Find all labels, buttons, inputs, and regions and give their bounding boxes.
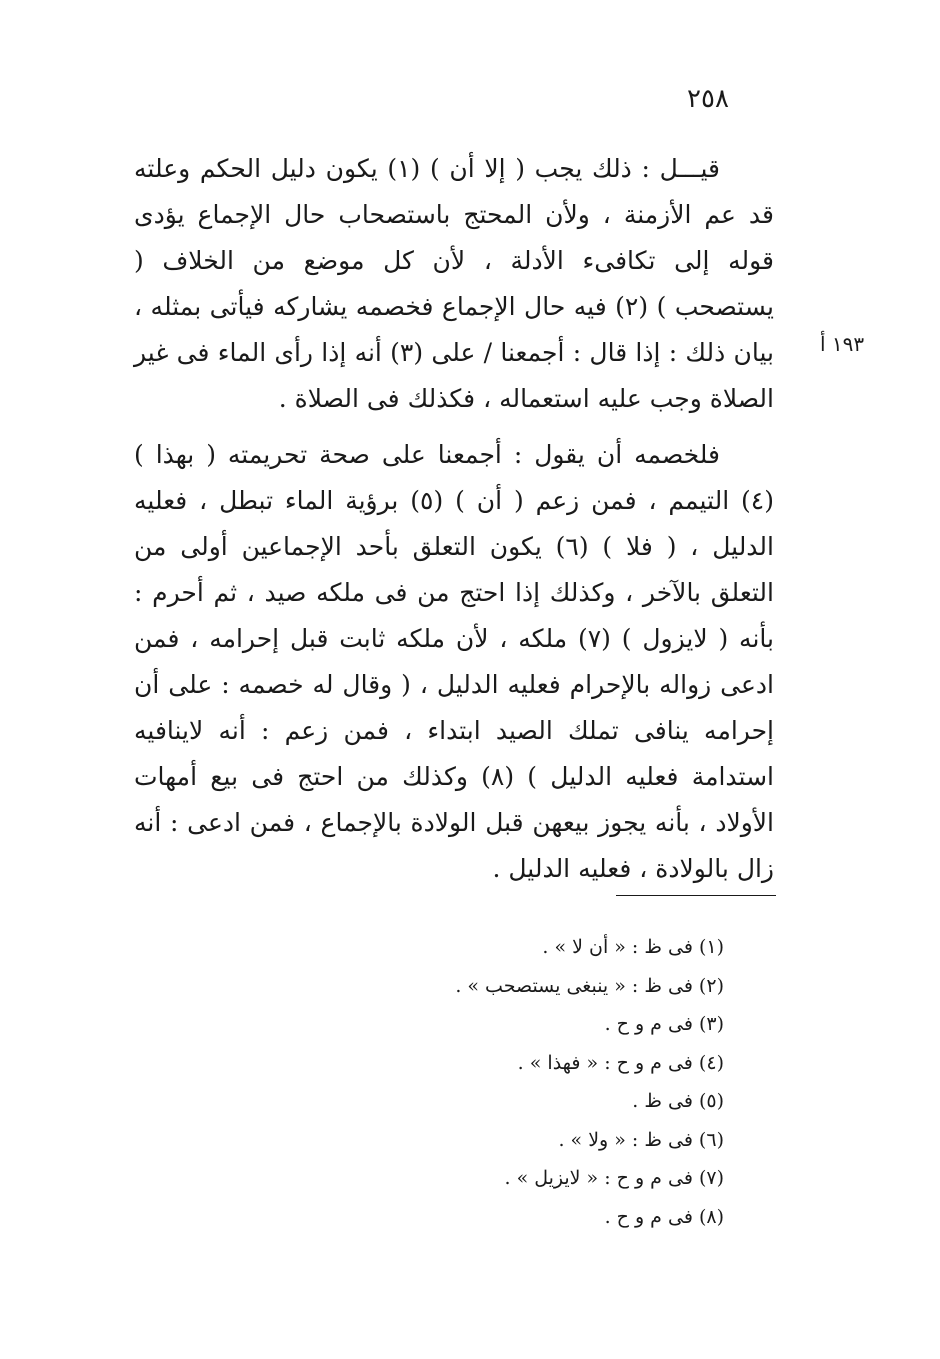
footnote: (٤) فى م و ح : « فهذا » .	[517, 1051, 724, 1074]
paragraph: فلخصمه أن يقول : أجمعنا على صحة تحريمته ( بهذا ) (٤) التيمم ، فمن زعم ( أن ) (٥) برؤية الماء تبطل ، فعليه الدليل ، ( فلا ) (٦) يكون التعلق بأحد الإجماعين أولى من التعلق بالآخر ، وكذلك إذا احتج من فى ملكه صيد ، ثم أحرم : بأنه ( لايزول ) (٧) ملكه ، لأن ملكه ثابت قبل إحرامه ، فمن ادعى زواله بالإحرام فعليه الدليل ، ( وقال له خصمه : على أن إحرامه ينافى تملك الصيد ابتداء ، فمن زعم : أنه لاينافيه استدامة فعليه الدليل ) (٨) وكذلك من احتج فى بيع أمهات الأولاد ، بأنه يجوز بيعهن قبل الولادة بالإجماع ، فمن ادعى : أنه زال بالولادة ، فعليه الدليل .	[134, 440, 774, 883]
footnote: (٢) فى ظ : « ينبغى يستصحب » .	[455, 974, 724, 997]
footnote: (٦) فى ظ : « ولا » .	[558, 1128, 724, 1151]
footnote: (٧) فى م و ح : « لايزيل » .	[504, 1167, 724, 1189]
footnote-divider	[616, 895, 776, 896]
main-text	[134, 146, 774, 892]
footnote: (٣) فى م و ح .	[604, 1013, 724, 1035]
footnote: (٥) فى ظ .	[632, 1090, 724, 1112]
margin-folio-note: ١٩٣ أ	[820, 332, 865, 356]
page-number: ٢٥٨	[687, 84, 729, 114]
footnote: (٨) فى م و ح .	[604, 1205, 724, 1228]
footnote: (١) فى ظ : « أن لا » .	[542, 936, 724, 958]
paragraph: قيـــل : ذلك يجب ( إلا أن ) (١) يكون دليل الحكم وعلته قد عم الأزمنة ، ولأن المحتج باستصحاب حال الإجماع يؤدى قوله إلى تكافىء الأدلة ، لأن كل موضع من الخلاف ( يستصحب ) (٢) فيه حال الإجماع فخصمه يشاركه فيأتى بمثله ، بيان ذلك : إذا قال : أجمعنا / على (٣) أنه إذا رأى الماء فى غير الصلاة وجب عليه استعماله ، فكذلك فى الصلاة .	[134, 154, 774, 413]
footnotes-list	[300, 928, 724, 1236]
